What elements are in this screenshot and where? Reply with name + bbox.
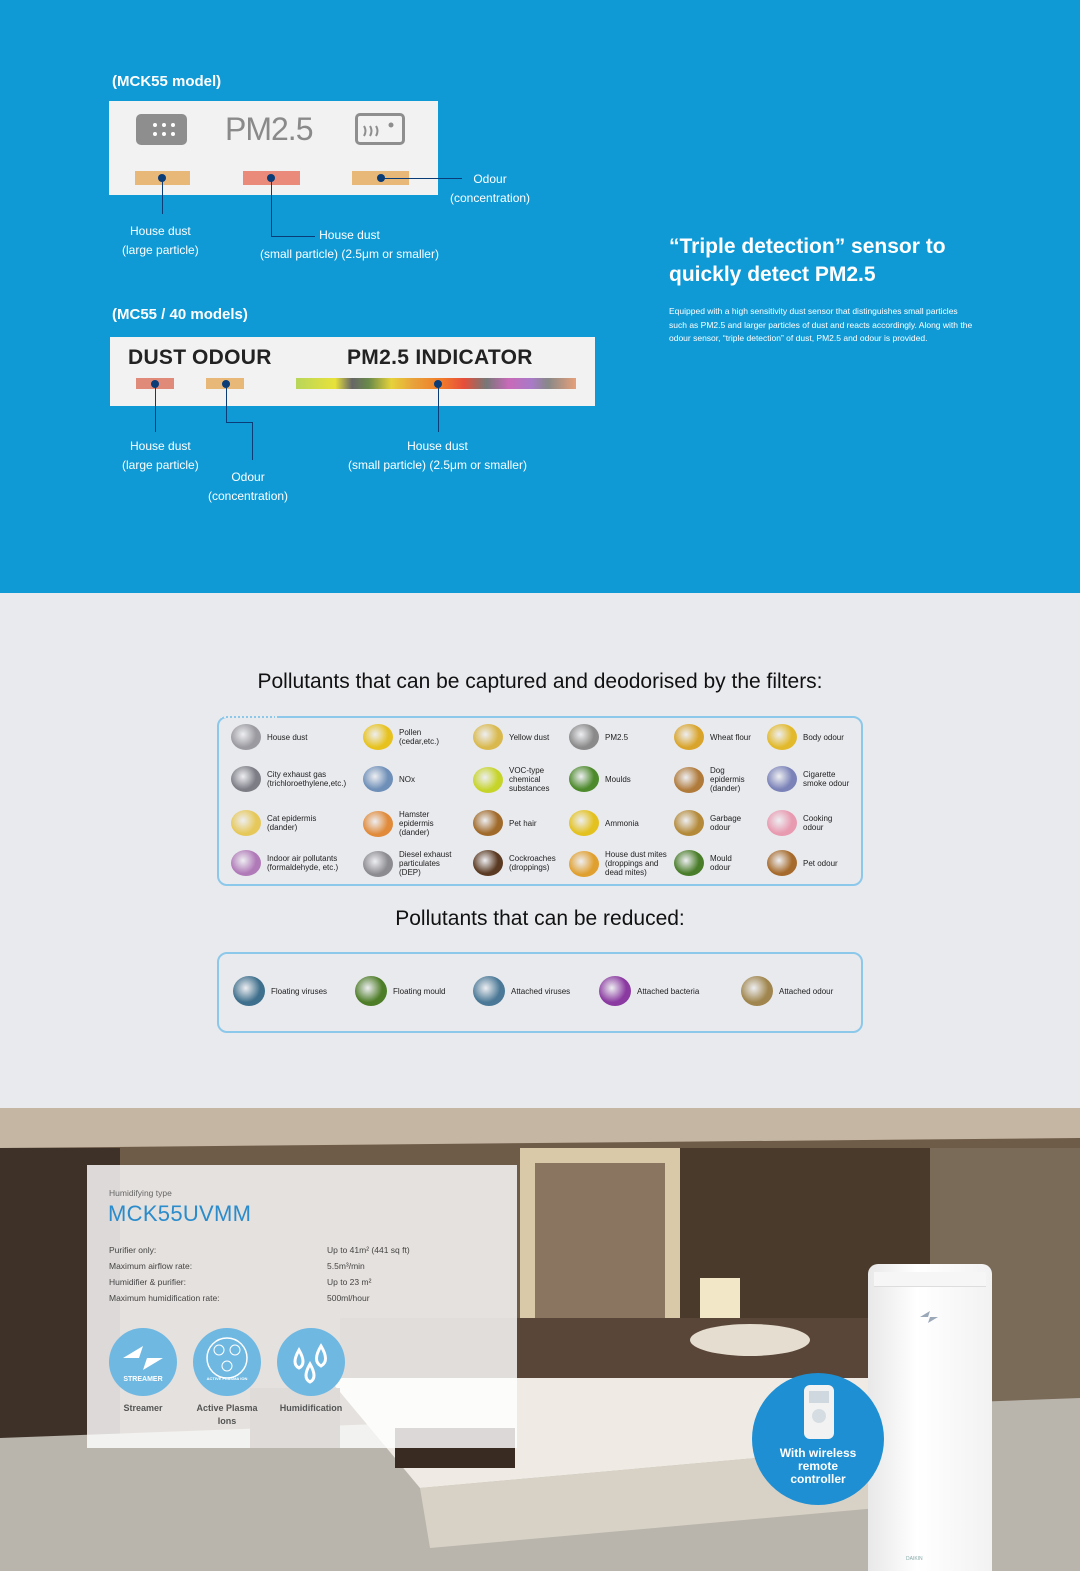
- captured-pollutant-label: Cat epidermis (dander): [267, 814, 317, 832]
- captured-pollutant-item: [231, 766, 346, 792]
- dog-icon: [674, 767, 704, 793]
- captured-pollutant-item: [767, 850, 838, 876]
- virus-icon: [233, 976, 265, 1006]
- spec-value: 5.5m³/min: [327, 1261, 365, 1271]
- spec-value: Up to 41m² (441 sq ft): [327, 1245, 410, 1255]
- humidification-icon: [277, 1328, 345, 1396]
- pet-odour-icon: [767, 850, 797, 876]
- spec-value: 500ml/hour: [327, 1293, 370, 1303]
- reduced-pollutant-label: Floating mould: [393, 986, 446, 996]
- product-photo-section: [0, 1108, 1080, 1571]
- captured-pollutant-label: City exhaust gas (trichloroethylene,etc.): [267, 770, 347, 788]
- reduced-pollutant-item: [233, 976, 327, 1006]
- reduced-pollutant-item: [473, 976, 570, 1006]
- captured-pollutant-item: [569, 850, 667, 877]
- mc55-small-dust-callout: House dust (small particle) (2.5μm or smaller): [348, 439, 527, 472]
- dust-cloud-icon: [231, 724, 261, 750]
- captured-pollutant-item: [674, 810, 741, 836]
- captured-pollutant-item: [473, 850, 556, 876]
- remote-badge-text: With wireless remote controller: [779, 1446, 857, 1486]
- cigarette-icon: [767, 766, 797, 792]
- wheat-icon: [674, 724, 704, 750]
- captured-pollutant-label: House dust mites (droppings and dead mites): [605, 850, 667, 877]
- captured-pollutant-item: [569, 766, 631, 792]
- mould-icon: [569, 766, 599, 792]
- pm25-indicator-label: PM2.5 INDICATOR: [347, 346, 533, 369]
- feature-label: Streamer: [123, 1403, 163, 1413]
- spec-label: Purifier only:: [109, 1245, 157, 1255]
- sensor-description: Equipped with a high sensitivity dust sensor that distinguishes small particles such as PM2.5 and larger particles of dust and reacts accordingly. Along with the odour sensor, “triple detection” of dust, PM2.5 and odour is provided.: [669, 306, 973, 343]
- body-odour-icon: [767, 724, 797, 750]
- mc55-large-dust-callout: House dust (large particle): [122, 439, 199, 472]
- cooking-icon: [767, 810, 797, 836]
- product-model: MCK55UVMM: [108, 1201, 252, 1226]
- cockroach-icon: [473, 850, 503, 876]
- remote-controller-icon: [804, 1385, 834, 1439]
- reduced-pollutant-item: [599, 976, 699, 1006]
- pollen-icon: [363, 724, 393, 750]
- captured-pollutant-item: [363, 724, 439, 750]
- captured-pollutant-label: House dust: [267, 732, 308, 742]
- odour-sensor-icon: [355, 113, 405, 145]
- reduced-pollutant-label: Attached bacteria: [637, 986, 700, 996]
- captured-pollutant-item: [231, 724, 307, 750]
- captured-pollutant-item: [363, 850, 451, 877]
- attached-virus-icon: [473, 976, 505, 1006]
- active-plasma-ion-icon: [193, 1328, 261, 1396]
- diesel-icon: [363, 851, 393, 877]
- captured-pollutant-item: [363, 810, 434, 837]
- captured-pollutant-label: Ammonia: [605, 818, 639, 828]
- captured-pollutant-item: [473, 766, 549, 793]
- feature-label: Humidification: [279, 1403, 343, 1413]
- captured-pollutant-label: Pet odour: [803, 858, 838, 868]
- pm25-label: PM2.5: [225, 111, 313, 147]
- indoor-pollutant-icon: [231, 850, 261, 876]
- captured-pollutant-label: Yellow dust: [509, 732, 550, 742]
- mite-icon: [569, 851, 599, 877]
- spec-label: Maximum humidification rate:: [109, 1293, 220, 1303]
- mould-odour-icon: [674, 850, 704, 876]
- attached-odour-icon: [741, 976, 773, 1006]
- pollutants-section: [0, 593, 1080, 1108]
- air-purifier-image: [868, 1264, 992, 1571]
- product-spec-card: [87, 1165, 517, 1448]
- captured-pollutant-item: [767, 810, 832, 836]
- feature-badge: STREAMER: [123, 1376, 163, 1383]
- captured-pollutant-item: [363, 766, 415, 792]
- feature-label: Active Plasma Ions: [196, 1403, 258, 1426]
- reduced-pollutant-item: [741, 976, 833, 1006]
- hamster-icon: [363, 811, 393, 837]
- wireless-remote-badge: [752, 1373, 884, 1505]
- captured-pollutant-label: Cigarette smoke odour: [803, 770, 850, 788]
- mck55-odour-callout: Odour (concentration): [450, 172, 531, 205]
- feature-badge: ACTIVE PLASMA ION: [206, 1376, 248, 1381]
- reduced-pollutant-item: [355, 976, 445, 1006]
- odour-label: ODOUR: [192, 346, 272, 369]
- yellow-dust-icon: [473, 724, 503, 750]
- mck55-large-dust-callout: House dust (large particle): [122, 224, 199, 257]
- captured-pollutant-item: [767, 724, 844, 750]
- captured-pollutant-item: [767, 766, 849, 792]
- mc55-model-title: (MC55 / 40 models): [112, 306, 248, 323]
- dust-label: DUST: [128, 346, 187, 369]
- captured-pollutant-label: Dog epidermis (dander): [710, 766, 745, 793]
- captured-pollutant-item: [569, 724, 628, 750]
- captured-pollutant-item: [674, 766, 745, 793]
- captured-pollutant-item: [231, 810, 316, 836]
- purifier-brand: DAIKIN: [906, 1556, 923, 1562]
- captured-pollutant-label: Indoor air pollutants (formaldehyde, etc.): [267, 854, 339, 872]
- captured-pollutant-item: [473, 724, 549, 750]
- pm25-particle-icon: [569, 724, 599, 750]
- captured-pollutant-label: Wheat flour: [710, 732, 751, 742]
- sensor-section: [0, 0, 1080, 593]
- captured-pollutant-label: Pet hair: [509, 818, 537, 828]
- nox-icon: [363, 766, 393, 792]
- captured-pollutant-label: Body odour: [803, 732, 844, 742]
- captured-pollutant-label: Pollen (cedar,etc.): [399, 728, 440, 746]
- captured-pollutant-item: [569, 810, 639, 836]
- reduced-pollutant-label: Floating viruses: [271, 986, 328, 996]
- reduced-pollutant-label: Attached odour: [779, 986, 834, 996]
- captured-pollutant-label: Cooking odour: [803, 814, 833, 832]
- voc-icon: [473, 767, 503, 793]
- purifier-logo-icon: [918, 1309, 940, 1325]
- product-type: Humidifying type: [109, 1188, 172, 1198]
- reduced-pollutant-label: Attached viruses: [511, 986, 571, 996]
- mck55-small-dust-callout: House dust (small particle) (2.5μm or smaller): [260, 228, 439, 261]
- sensor-headline: “Triple detection” sensor to quickly detect PM2.5: [669, 235, 946, 286]
- captured-pollutant-label: Hamster epidermis (dander): [399, 810, 434, 837]
- streamer-icon: [109, 1328, 177, 1396]
- spec-label: Maximum airflow rate:: [109, 1261, 193, 1271]
- bacteria-icon: [599, 976, 631, 1006]
- captured-heading: Pollutants that can be captured and deodorised by the filters:: [257, 670, 823, 693]
- captured-pollutant-label: Mould odour: [710, 854, 732, 872]
- mck55-model-title: (MCK55 model): [112, 73, 222, 90]
- exhaust-gas-icon: [231, 766, 261, 792]
- captured-pollutant-label: Garbage odour: [710, 814, 742, 832]
- captured-pollutant-item: [674, 724, 751, 750]
- captured-pollutant-label: Cockroaches (droppings): [509, 854, 556, 872]
- captured-pollutant-label: Moulds: [605, 774, 631, 784]
- garbage-icon: [674, 810, 704, 836]
- mc55-sensor-panel: [110, 337, 595, 406]
- pet-hair-icon: [473, 810, 503, 836]
- captured-pollutant-label: VOC-type chemical substances: [509, 766, 550, 793]
- dust-sensor-icon: [136, 114, 187, 145]
- captured-pollutant-item: [473, 810, 537, 836]
- spec-value: Up to 23 m²: [327, 1277, 372, 1287]
- purifier-control-panel: [874, 1272, 986, 1287]
- reduced-pollutants-box: [217, 952, 863, 1033]
- captured-pollutant-label: NOx: [399, 774, 415, 784]
- mc55-odour-callout: Odour (concentration): [208, 470, 289, 503]
- cat-icon: [231, 810, 261, 836]
- captured-pollutants-box: [217, 716, 863, 886]
- reduced-heading: Pollutants that can be reduced:: [395, 907, 685, 930]
- floating-mould-icon: [355, 976, 387, 1006]
- captured-pollutant-item: [674, 850, 732, 876]
- captured-pollutant-label: Diesel exhaust particulates (DEP): [399, 850, 452, 877]
- captured-pollutant-item: [231, 850, 338, 876]
- ammonia-icon: [569, 810, 599, 836]
- captured-pollutant-label: PM2.5: [605, 732, 629, 742]
- spec-label: Humidifier & purifier:: [109, 1277, 186, 1287]
